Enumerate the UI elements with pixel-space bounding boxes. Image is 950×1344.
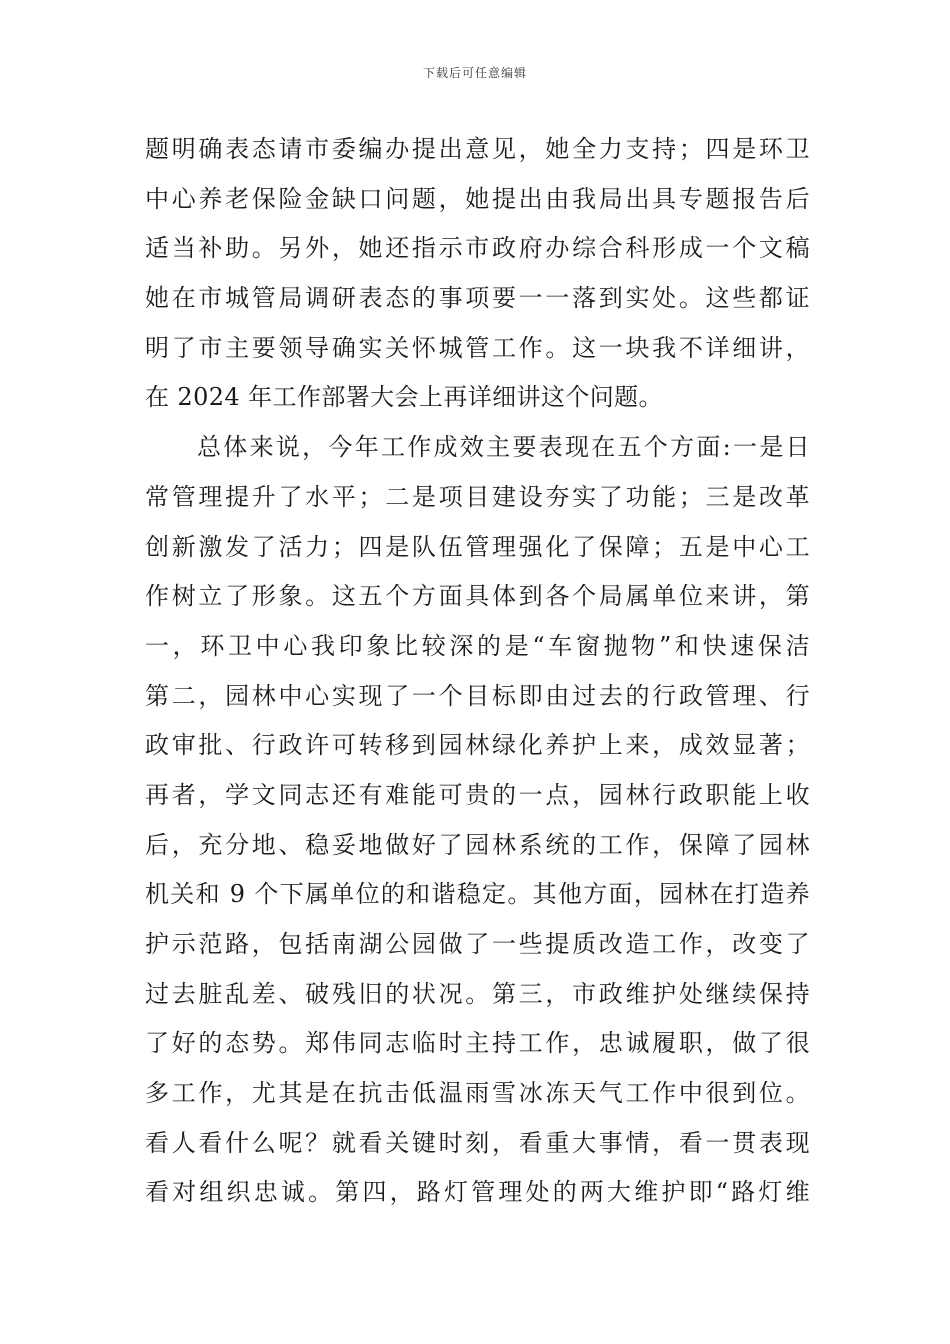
text-line: 明了市主要领导确实关怀城管工作。这一块我不详细讲， (145, 333, 810, 362)
paragraph-first-line: 总体来说，今年工作成效主要表现在五个方面:一是日 (197, 433, 810, 462)
text-line: 机关和 9 个下属单位的和谐稳定。其他方面，园林在打造养 (145, 880, 810, 909)
text-line: 护示范路，包括南湖公园做了一些提质改造工作，改变了 (145, 930, 810, 958)
text-line: 多工作，尤其是在抗击低温雨雪冰冻天气工作中很到位。 (145, 1079, 810, 1108)
text-line: 她在市城管局调研表态的事项要一一落到实处。这些都证 (145, 284, 810, 313)
text-line: 作树立了形象。这五个方面具体到各个局属单位来讲，第 (145, 582, 810, 611)
page-header: 下载后可任意编辑 (422, 66, 527, 80)
text-line: 了好的态势。郑伟同志临时主持工作，忠诚履职，做了很 (145, 1029, 810, 1058)
text-line: 看人看什么呢？就看关键时刻，看重大事情，看一贯表现 (145, 1128, 810, 1157)
text-line: 常管理提升了水平；二是项目建设夯实了功能；三是改革 (145, 482, 810, 511)
text-line: 政审批、行政许可转移到园林绿化养护上来，成效显著； (145, 731, 810, 760)
text-line: 后，充分地、稳妥地做好了园林系统的工作，保障了园林 (145, 830, 810, 859)
text-line: 适当补助。另外，她还指示市政府办综合科形成一个文稿 (145, 234, 810, 263)
text-line: 一，环卫中心我印象比较深的是“车窗抛物”和快速保洁 (145, 631, 810, 660)
document-body (145, 125, 810, 1218)
text-line: 再者，学文同志还有难能可贵的一点，园林行政职能上收 (145, 780, 810, 809)
text-line: 题明确表态请市委编办提出意见，她全力支持；四是环卫 (145, 135, 810, 163)
text-line: 第二，园林中心实现了一个目标即由过去的行政管理、行 (145, 681, 810, 710)
text-line: 中心养老保险金缺口问题，她提出由我局出具专题报告后 (145, 184, 810, 213)
text-line: 在 2024 年工作部署大会上再详细讲这个问题。 (145, 383, 663, 412)
text-line: 创新激发了活力；四是队伍管理强化了保障；五是中心工 (145, 532, 810, 561)
text-line: 看对组织忠诚。第四，路灯管理处的两大维护即“路灯维 (145, 1178, 810, 1207)
text-line: 过去脏乱差、破残旧的状况。第三，市政维护处继续保持 (145, 979, 810, 1008)
